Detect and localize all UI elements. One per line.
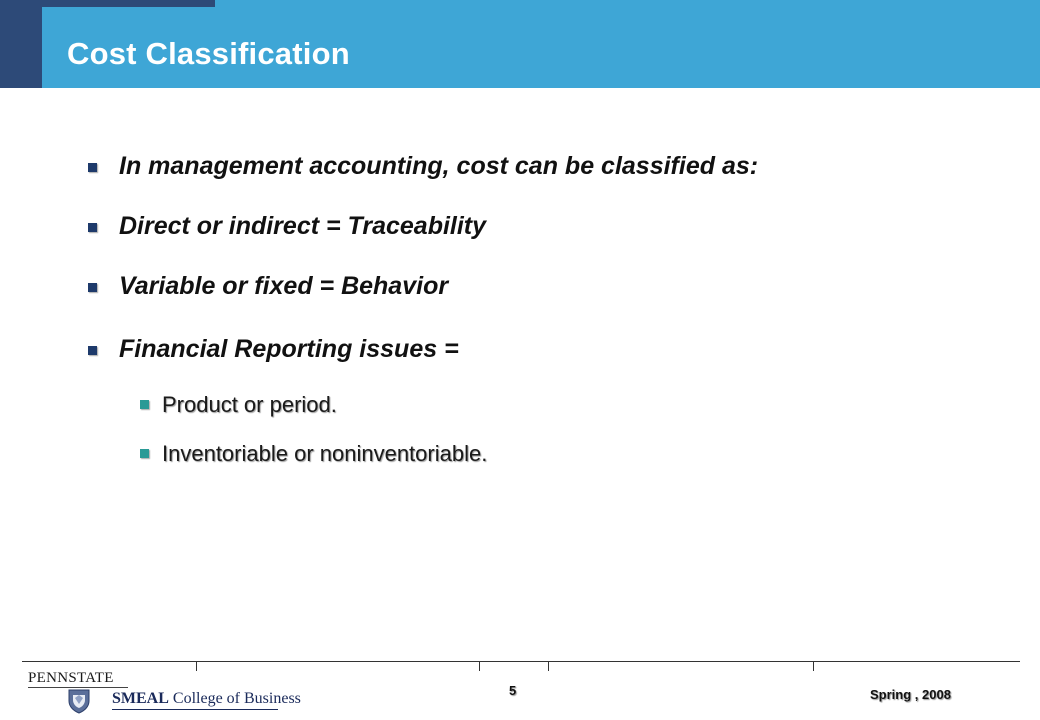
footer-divider-tick — [813, 661, 814, 671]
shield-icon — [66, 688, 92, 714]
title-accent-block — [0, 0, 42, 88]
footer-divider — [22, 661, 1020, 662]
square-bullet-icon — [88, 283, 97, 292]
logo-school-name: SMEAL — [112, 690, 169, 707]
page-number: 5 — [509, 683, 517, 698]
logo-university-wordmark: PENNSTATE — [28, 670, 114, 686]
square-bullet-icon — [88, 163, 97, 172]
logo-school-wordmark — [112, 690, 301, 708]
bullet-text: Financial Reporting issues = — [119, 335, 459, 363]
sub-bullet-text: Product or period. — [162, 392, 337, 417]
title-accent-strip — [42, 0, 215, 7]
bullet-text: Variable or fixed = Behavior — [119, 272, 449, 300]
bullet-text: In management accounting, cost can be classified as: — [119, 152, 759, 180]
sub-bullet-text: Inventoriable or noninventoriable. — [162, 441, 488, 466]
logo-school-suffix: College of Business — [172, 690, 301, 707]
penn-state-smeal-logo — [22, 666, 301, 718]
bullet-text: Direct or indirect = Traceability — [119, 212, 487, 240]
footer-divider-tick — [548, 661, 549, 671]
square-bullet-icon — [88, 223, 97, 232]
square-sub-bullet-icon — [140, 400, 149, 409]
footer-date: Spring , 2008 — [870, 687, 951, 702]
slide-title: Cost Classification — [67, 36, 350, 71]
square-sub-bullet-icon — [140, 449, 149, 458]
footer-divider-tick — [479, 661, 480, 671]
logo-rule — [112, 709, 278, 710]
square-bullet-icon — [88, 346, 97, 355]
